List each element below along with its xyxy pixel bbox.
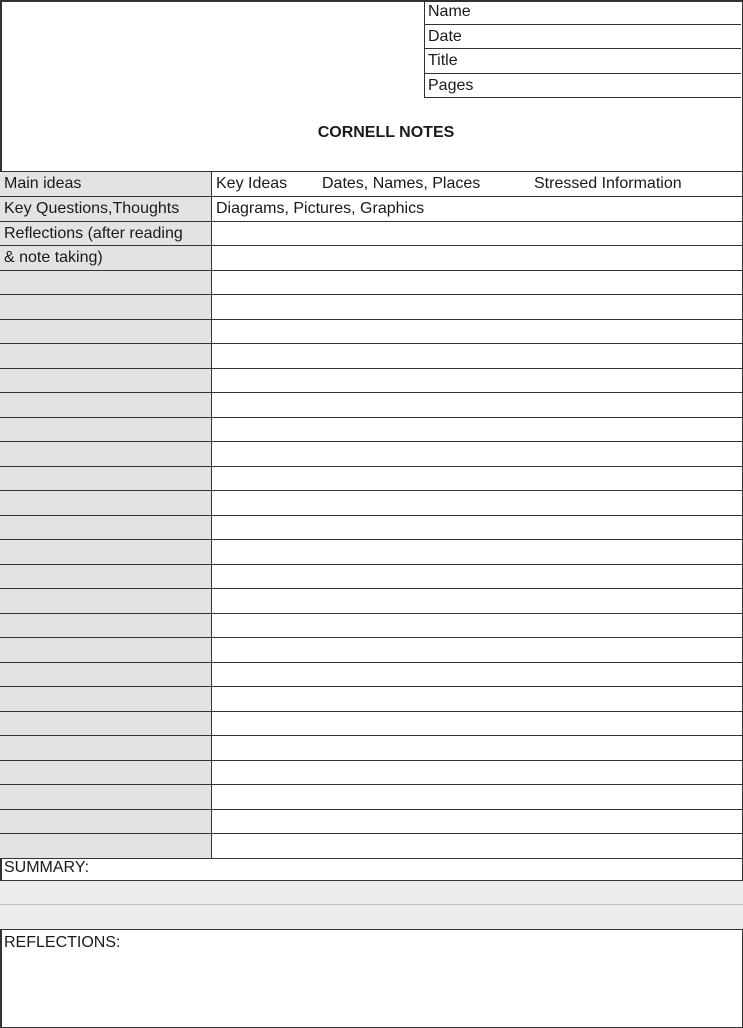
- notes-cell[interactable]: [212, 295, 743, 319]
- cue-cell[interactable]: [0, 834, 212, 858]
- cue-cell[interactable]: [0, 540, 212, 564]
- notes-cell[interactable]: [212, 565, 743, 589]
- cue-cell[interactable]: Reflections (after reading: [0, 222, 212, 246]
- page-title: CORNELL NOTES: [317, 124, 455, 141]
- cue-cell[interactable]: [0, 467, 212, 491]
- reflections-label: REFLECTIONS:: [4, 934, 121, 951]
- notes-hint: Dates, Names, Places: [322, 175, 481, 192]
- cue-cell[interactable]: [0, 687, 212, 711]
- cue-cell[interactable]: [0, 565, 212, 589]
- notes-cell[interactable]: [212, 320, 743, 344]
- notes-cell[interactable]: [212, 516, 743, 540]
- cue-cell[interactable]: [0, 589, 212, 613]
- cue-cell[interactable]: [0, 271, 212, 295]
- notes-cell[interactable]: [212, 344, 743, 368]
- notes-cell[interactable]: [212, 834, 743, 858]
- cue-cell[interactable]: [0, 393, 212, 417]
- cue-cell[interactable]: Main ideas: [0, 172, 212, 196]
- table-row: [0, 271, 743, 296]
- cue-cell[interactable]: [0, 614, 212, 638]
- notes-cell[interactable]: [212, 393, 743, 417]
- notes-cell[interactable]: [212, 736, 743, 760]
- table-row: [0, 246, 743, 271]
- notes-cell[interactable]: [212, 197, 743, 221]
- notes-cell[interactable]: [212, 687, 743, 711]
- notes-cell[interactable]: [212, 369, 743, 393]
- title-field[interactable]: Title: [425, 49, 741, 74]
- table-row: [0, 834, 743, 859]
- table-row: [0, 197, 743, 222]
- cue-cell[interactable]: [0, 320, 212, 344]
- table-row: [0, 344, 743, 369]
- table-row: [0, 810, 743, 835]
- notes-cell[interactable]: [212, 589, 743, 613]
- summary-label: SUMMARY:: [0, 856, 743, 881]
- table-row: [0, 171, 743, 197]
- cue-cell[interactable]: & note taking): [0, 246, 212, 270]
- notes-cell[interactable]: [212, 761, 743, 785]
- table-row: [0, 565, 743, 590]
- table-row: [0, 614, 743, 639]
- notes-cell[interactable]: [212, 638, 743, 662]
- notes-cell[interactable]: [212, 271, 743, 295]
- table-row: [0, 442, 743, 467]
- table-row: [0, 589, 743, 614]
- cue-cell[interactable]: [0, 418, 212, 442]
- cue-cell[interactable]: [0, 736, 212, 760]
- notes-cell[interactable]: [212, 246, 743, 270]
- date-field[interactable]: Date: [425, 25, 741, 50]
- pages-field[interactable]: Pages: [428, 76, 474, 94]
- notes-cell[interactable]: [212, 540, 743, 564]
- table-row: [0, 418, 743, 443]
- table-row: [0, 369, 743, 394]
- table-row: [0, 222, 743, 247]
- notes-cell[interactable]: [212, 491, 743, 515]
- table-row: [0, 320, 743, 345]
- cue-cell[interactable]: [0, 369, 212, 393]
- notes-cell[interactable]: [212, 712, 743, 736]
- cue-cell[interactable]: Key Questions,Thoughts: [0, 197, 212, 221]
- info-box: [424, 0, 741, 98]
- cue-cell[interactable]: [0, 785, 212, 809]
- summary-line-1[interactable]: [0, 881, 743, 905]
- cue-cell[interactable]: [0, 638, 212, 662]
- table-row: [0, 638, 743, 663]
- notes-cell[interactable]: [212, 614, 743, 638]
- notes-cell[interactable]: [212, 172, 743, 196]
- cue-cell[interactable]: [0, 442, 212, 466]
- notes-hint: Stressed Information: [534, 175, 682, 192]
- table-row: [0, 491, 743, 516]
- table-row: [0, 736, 743, 761]
- table-row: [0, 295, 743, 320]
- notes-cell[interactable]: [212, 785, 743, 809]
- cue-cell[interactable]: [0, 712, 212, 736]
- table-row: [0, 687, 743, 712]
- cue-cell[interactable]: [0, 491, 212, 515]
- top-border: [0, 0, 425, 2]
- notes-hint: Key Ideas: [216, 175, 288, 192]
- name-field[interactable]: Name: [425, 0, 741, 25]
- notes-cell[interactable]: [212, 810, 743, 834]
- notes-cell[interactable]: [212, 222, 743, 246]
- notes-cell[interactable]: [212, 467, 743, 491]
- notes-cell[interactable]: [212, 418, 743, 442]
- cue-cell[interactable]: [0, 761, 212, 785]
- table-row: [0, 393, 743, 418]
- cue-cell[interactable]: [0, 516, 212, 540]
- cue-cell[interactable]: [0, 295, 212, 319]
- summary-line-2[interactable]: [0, 905, 743, 930]
- table-row: [0, 516, 743, 541]
- table-row: [0, 540, 743, 565]
- notes-grid: [0, 171, 743, 859]
- notes-cell[interactable]: [212, 442, 743, 466]
- cue-cell[interactable]: [0, 810, 212, 834]
- cue-cell[interactable]: [0, 344, 212, 368]
- table-row: [0, 785, 743, 810]
- table-row: [0, 663, 743, 688]
- notes-hint: Diagrams, Pictures, Graphics: [216, 200, 425, 217]
- table-row: [0, 467, 743, 492]
- table-row: [0, 712, 743, 737]
- cue-cell[interactable]: [0, 663, 212, 687]
- notes-cell[interactable]: [212, 663, 743, 687]
- table-row: [0, 761, 743, 786]
